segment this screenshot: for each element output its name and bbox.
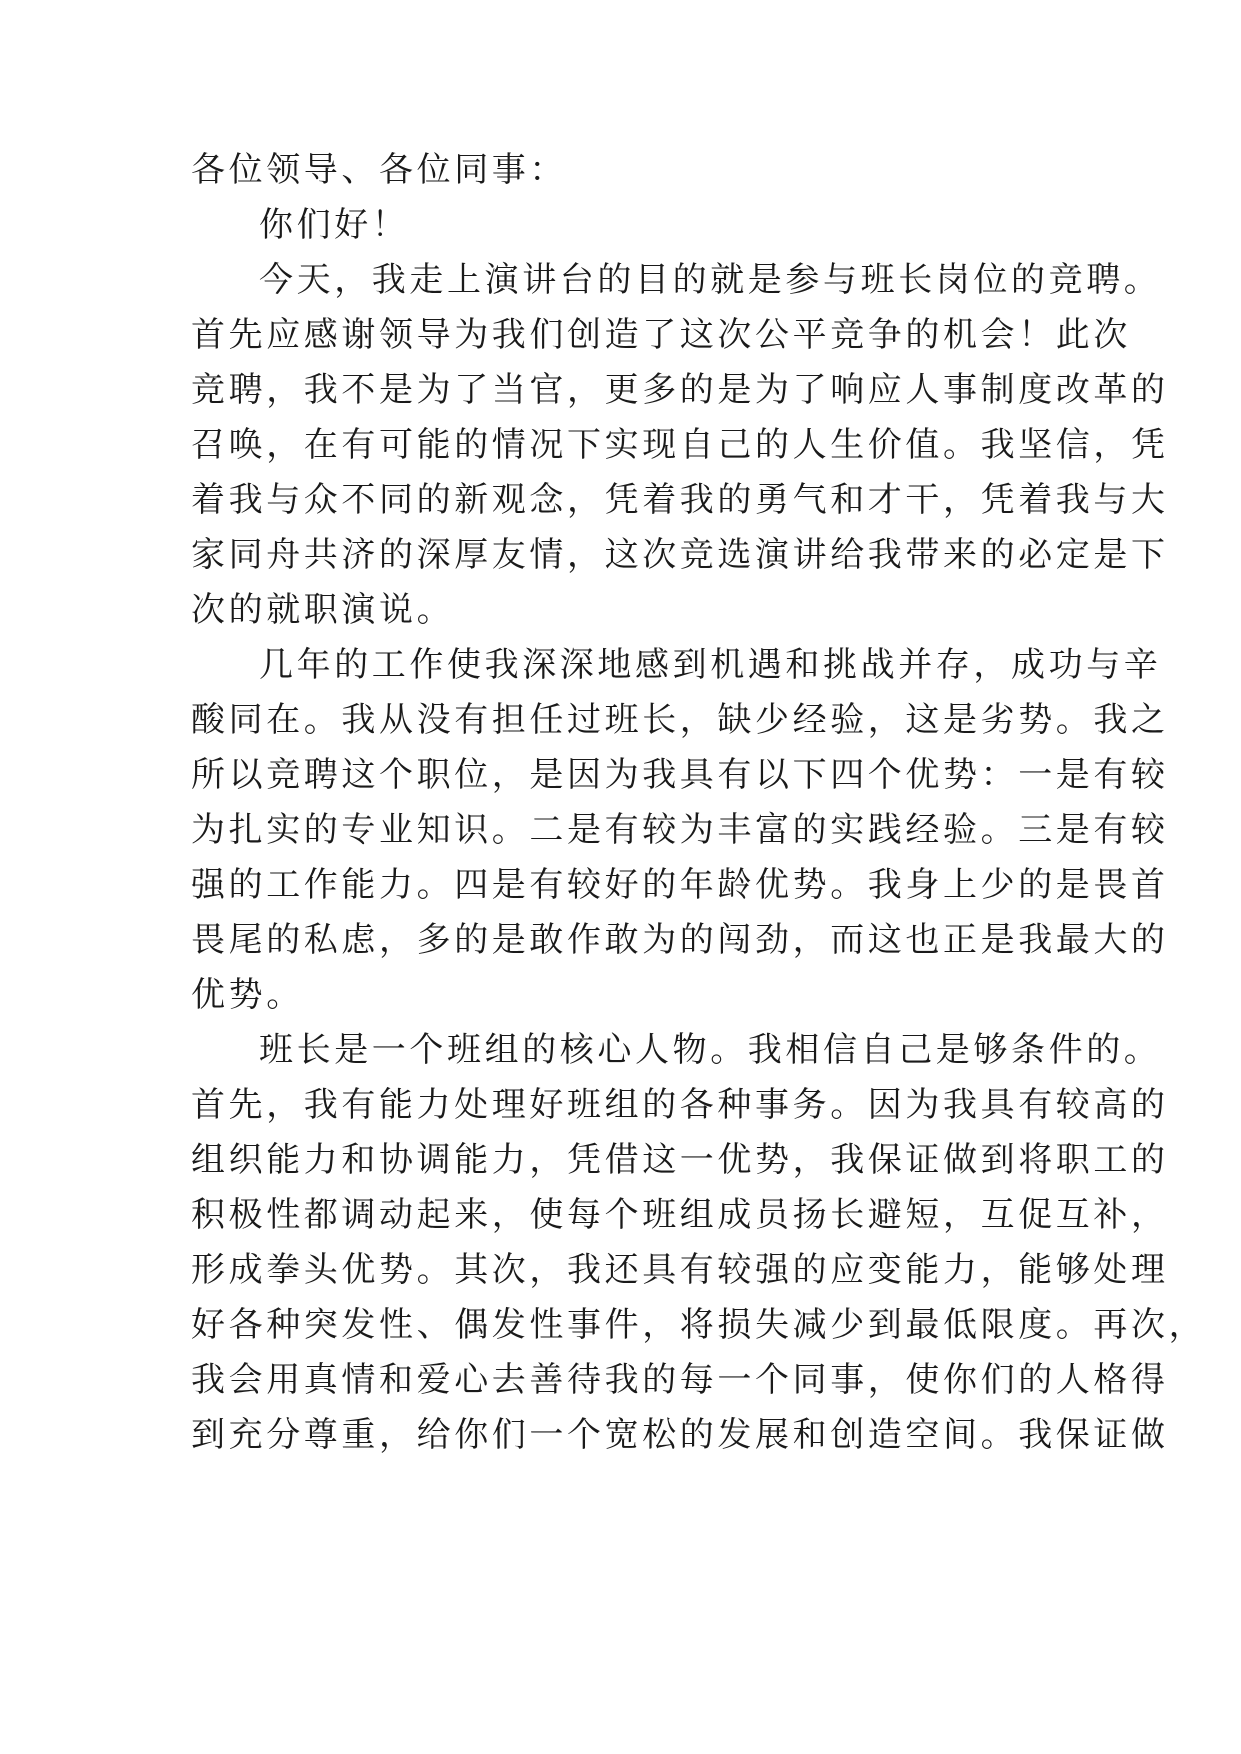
paragraph-3-line-2: 首先，我有能力处理好班组的各种事务。因为我具有较高的 — [191, 1085, 1169, 1125]
paragraph-3-line-6: 好各种突发性、偶发性事件，将损失减少到最低限度。再次， — [191, 1305, 1207, 1345]
paragraph-1-line-2: 首先应感谢领导为我们创造了这次公平竞争的机会！此次 — [191, 315, 1131, 355]
paragraph-2-line-6: 畏尾的私虑，多的是敢作敢为的闯劲，而这也正是我最大的 — [191, 920, 1169, 960]
paragraph-1-line-5: 着我与众不同的新观念，凭着我的勇气和才干，凭着我与大 — [191, 480, 1169, 520]
paragraph-3-line-3: 组织能力和协调能力，凭借这一优势，我保证做到将职工的 — [191, 1140, 1169, 1180]
paragraph-3-line-1: 班长是一个班组的核心人物。我相信自己是够条件的。 — [259, 1030, 1162, 1070]
salutation: 各位领导、各位同事： — [191, 150, 567, 190]
paragraph-1-line-4: 召唤，在有可能的情况下实现自己的人生价值。我坚信，凭 — [191, 425, 1169, 465]
paragraph-2-line-4: 为扎实的专业知识。二是有较为丰富的实践经验。三是有较 — [191, 810, 1169, 850]
paragraph-1-line-6: 家同舟共济的深厚友情，这次竞选演讲给我带来的必定是下 — [191, 535, 1169, 575]
paragraph-2-line-1: 几年的工作使我深深地感到机遇和挑战并存，成功与辛 — [259, 645, 1162, 685]
paragraph-2-line-7: 优势。 — [191, 975, 304, 1015]
greeting: 你们好！ — [259, 205, 410, 245]
paragraph-1-line-7: 次的就职演说。 — [191, 590, 455, 630]
paragraph-1-line-3: 竞聘，我不是为了当官，更多的是为了响应人事制度改革的 — [191, 370, 1169, 410]
paragraph-3-line-8: 到充分尊重，给你们一个宽松的发展和创造空间。我保证做 — [191, 1415, 1169, 1455]
paragraph-3-line-7: 我会用真情和爱心去善待我的每一个同事，使你们的人格得 — [191, 1360, 1169, 1400]
paragraph-2-line-5: 强的工作能力。四是有较好的年龄优势。我身上少的是畏首 — [191, 865, 1169, 905]
paragraph-3-line-5: 形成拳头优势。其次，我还具有较强的应变能力，能够处理 — [191, 1250, 1169, 1290]
paragraph-3-line-4: 积极性都调动起来，使每个班组成员扬长避短，互促互补， — [191, 1195, 1169, 1235]
paragraph-1-line-1: 今天，我走上演讲台的目的就是参与班长岗位的竞聘。 — [259, 260, 1162, 300]
paragraph-2-line-2: 酸同在。我从没有担任过班长，缺少经验，这是劣势。我之 — [191, 700, 1169, 740]
paragraph-2-line-3: 所以竞聘这个职位，是因为我具有以下四个优势：一是有较 — [191, 755, 1169, 795]
